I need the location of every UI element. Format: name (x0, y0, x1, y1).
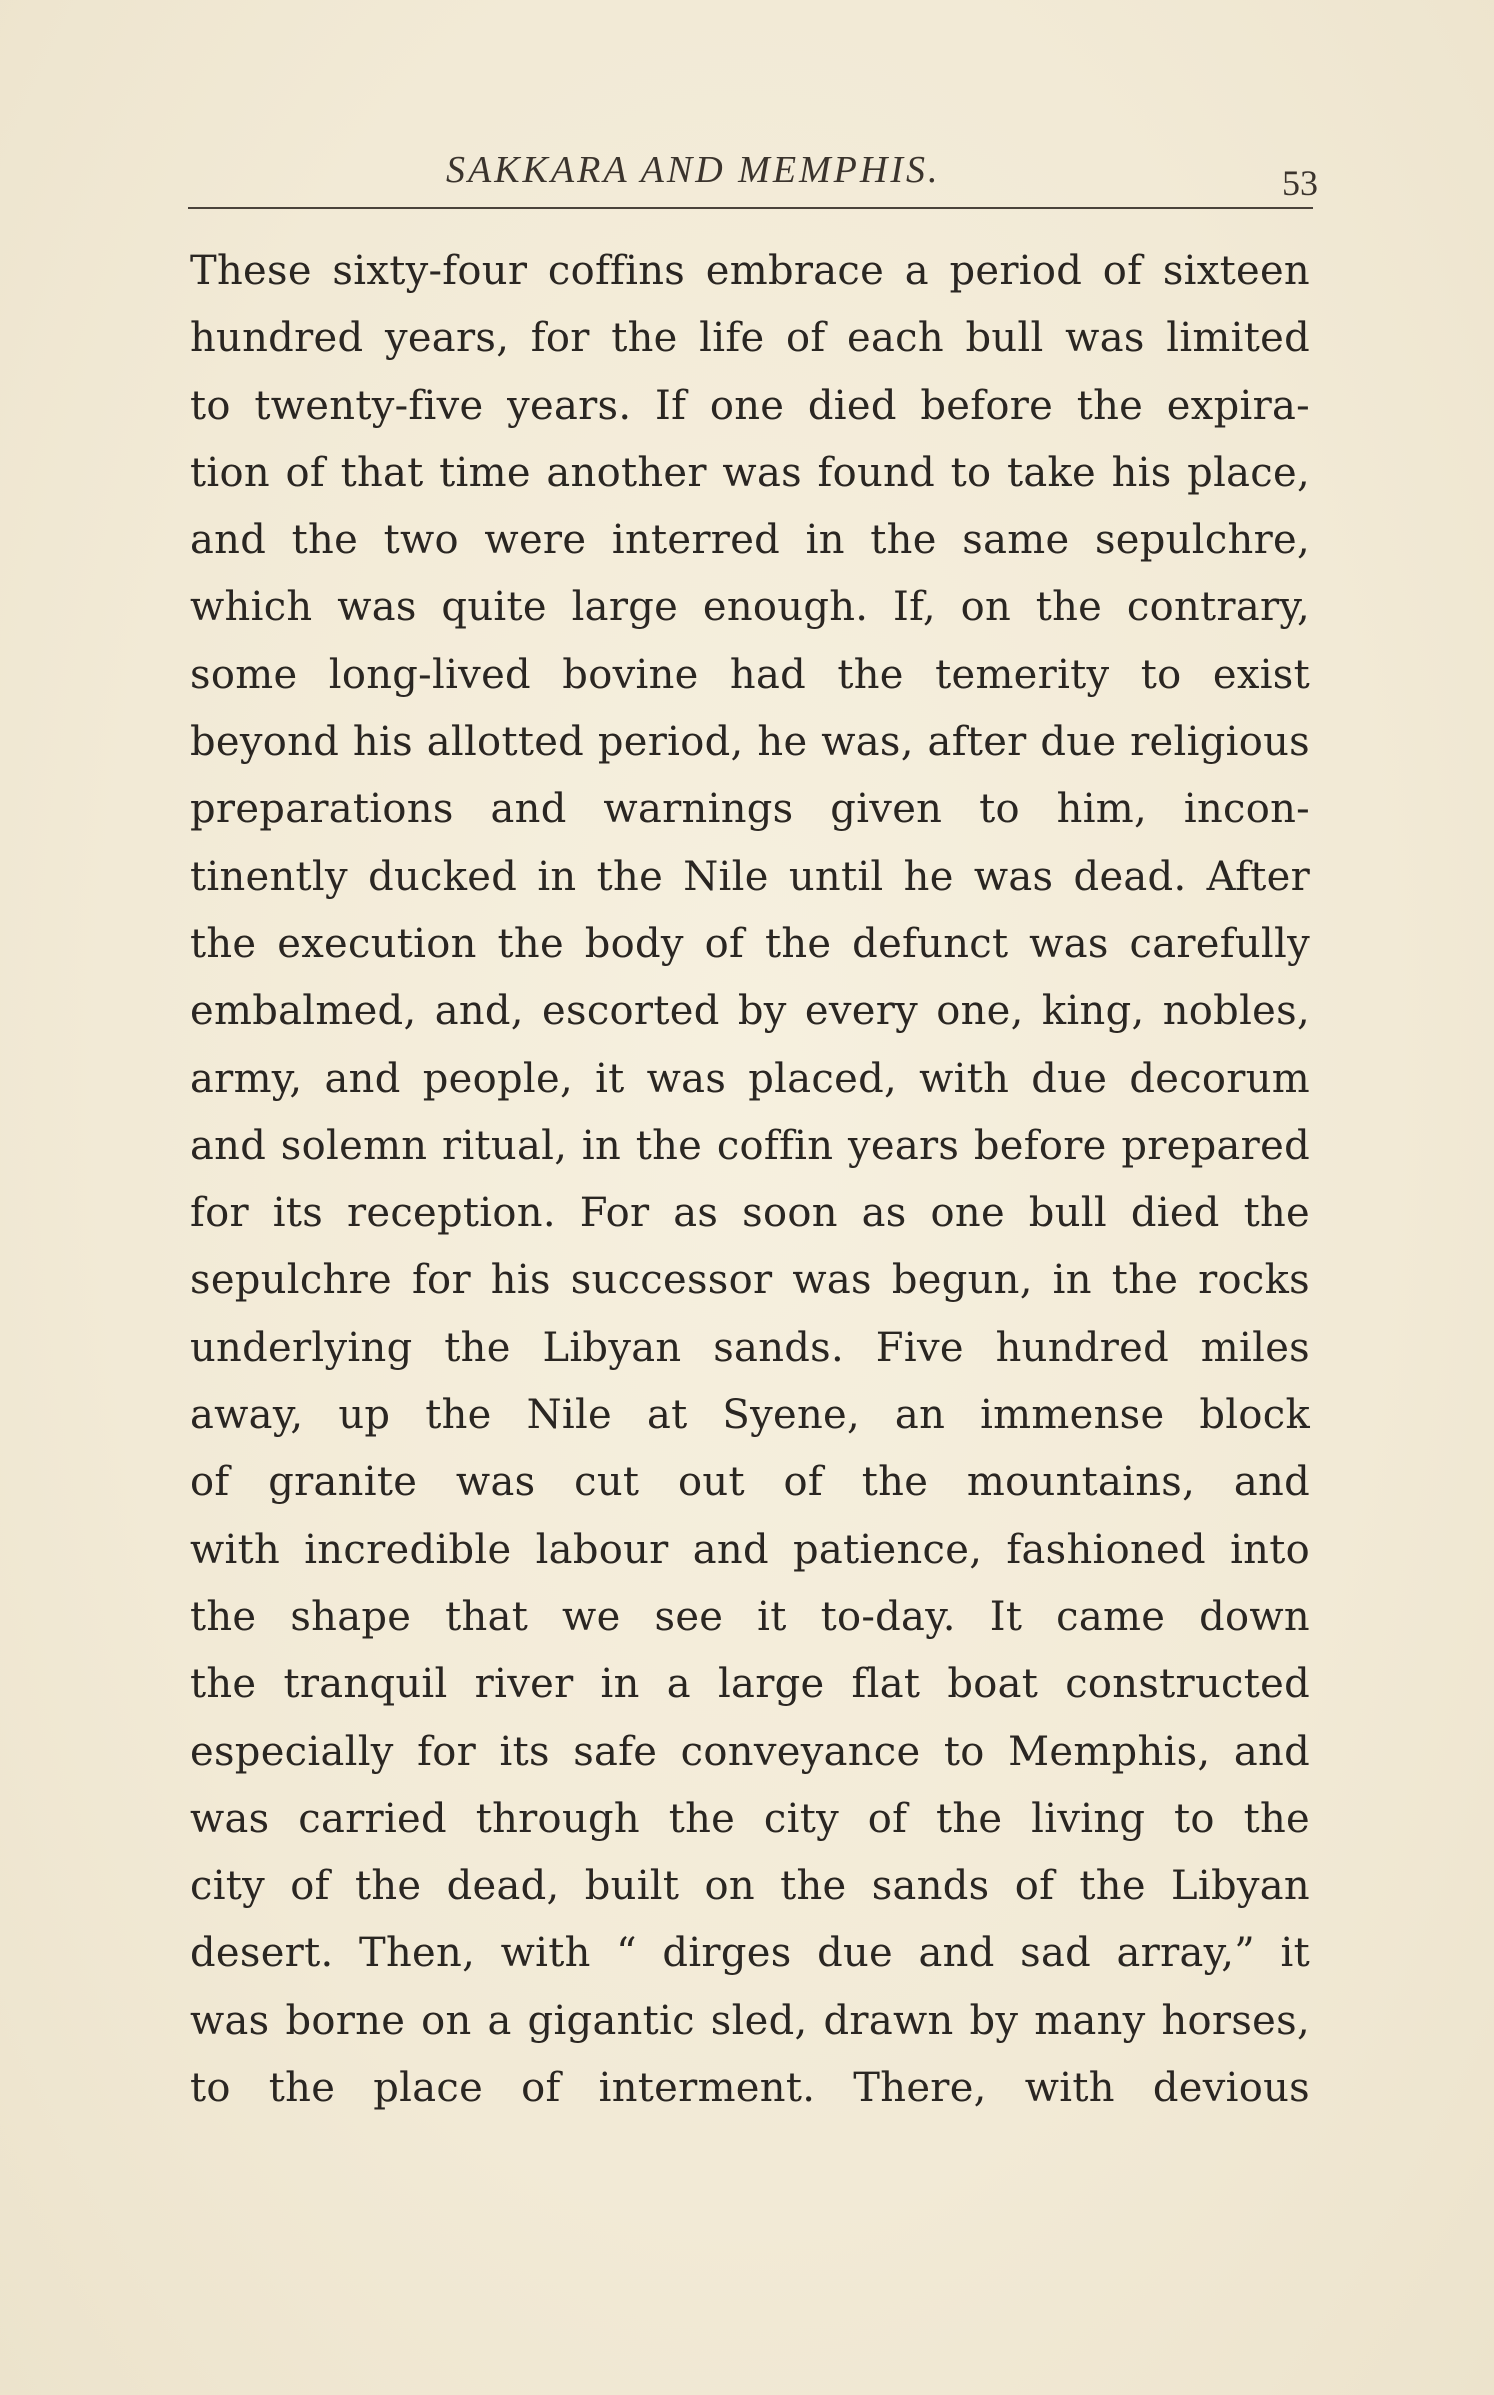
text-line: for its reception. For as soon as one bull died the (190, 1190, 1310, 1237)
text-line: desert. Then, with “ dirges due and sad array,” it (190, 1930, 1310, 1977)
text-line: embalmed, and, escorted by every one, king, nobles, (190, 988, 1310, 1035)
text-line: the shape that we see it to-day. It came down (190, 1593, 1310, 1640)
text-line: underlying the Libyan sands. Five hundred miles (190, 1324, 1310, 1371)
text-line: beyond his allotted period, he was, after due religious (190, 719, 1310, 766)
body-paragraph (190, 238, 1310, 2122)
text-line: was carried through the city of the living to the (190, 1795, 1310, 1842)
text-line: the execution the body of the defunct was carefully (190, 920, 1310, 967)
text-line: was borne on a gigantic sled, drawn by many horses, (190, 1997, 1310, 2044)
text-line: city of the dead, built on the sands of the Libyan (190, 1863, 1310, 1910)
text-line: to twenty-five years. If one died before the expira- (190, 382, 1310, 429)
text-line: preparations and warnings given to him, incon- (190, 786, 1310, 833)
text-line: hundred years, for the life of each bull was limited (190, 315, 1310, 362)
text-line: especially for its safe conveyance to Memphis, and (190, 1728, 1310, 1775)
page-number: 53 (1282, 163, 1318, 203)
text-line: some long-lived bovine had the temerity to exist (190, 651, 1310, 698)
text-line: which was quite large enough. If, on the contrary, (190, 584, 1310, 631)
text-line: away, up the Nile at Syene, an immense block (190, 1392, 1310, 1439)
text-line: of granite was cut out of the mountains, and (190, 1459, 1310, 1506)
text-line: and solemn ritual, in the coffin years before prepared (190, 1122, 1310, 1169)
header-rule (188, 207, 1313, 209)
text-line: to the place of interment. There, with devious (190, 2065, 1310, 2112)
text-line: the tranquil river in a large flat boat constructed (190, 1661, 1310, 1708)
text-line: sepulchre for his successor was begun, in the rocks (190, 1257, 1310, 1304)
running-head: SAKKARA AND MEMPHIS. (446, 149, 941, 191)
text-line: and the two were interred in the same sepulchre, (190, 517, 1310, 564)
text-line: tinently ducked in the Nile until he was dead. After (190, 853, 1310, 900)
text-line: tion of that time another was found to take his place, (190, 449, 1310, 496)
page-header (188, 148, 1318, 208)
text-line: with incredible labour and patience, fashioned into (190, 1526, 1310, 1573)
text-line: These sixty-four coffins embrace a period of sixteen (190, 248, 1310, 294)
text-line: army, and people, it was placed, with due decorum (190, 1055, 1310, 1102)
